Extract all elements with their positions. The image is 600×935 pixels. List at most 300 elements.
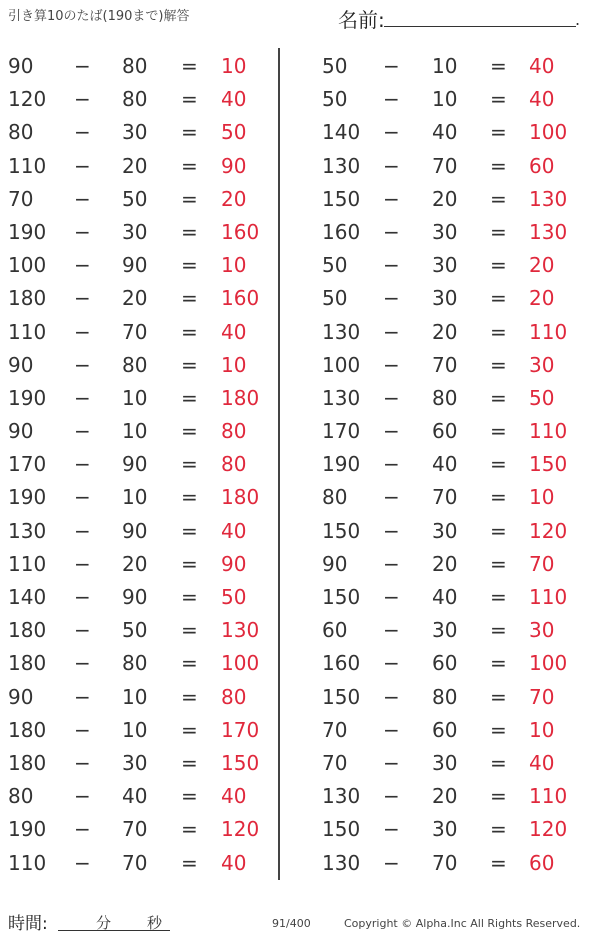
subtrahend: 70 bbox=[432, 153, 458, 178]
subtrahend: 90 bbox=[122, 518, 148, 543]
minus-sign: − bbox=[383, 253, 400, 278]
subtrahend: 30 bbox=[432, 817, 458, 842]
answer: 20 bbox=[221, 186, 247, 211]
problem-row bbox=[310, 314, 600, 347]
minuend: 130 bbox=[8, 518, 47, 543]
minus-sign: − bbox=[74, 219, 91, 244]
equals-sign: = bbox=[490, 120, 507, 145]
minuend: 190 bbox=[8, 385, 47, 410]
minus-sign: − bbox=[383, 419, 400, 444]
problem-row bbox=[0, 247, 290, 280]
name-label: 名前: bbox=[338, 8, 385, 32]
equals-sign: = bbox=[181, 419, 198, 444]
equals-sign: = bbox=[181, 253, 198, 278]
minuend: 70 bbox=[322, 717, 348, 742]
equals-sign: = bbox=[490, 817, 507, 842]
worksheet-title: 引き算10のたば(190まで)解答 bbox=[8, 9, 190, 24]
problem-row bbox=[0, 181, 290, 214]
minuend: 150 bbox=[322, 518, 361, 543]
page-number: 91/400 bbox=[272, 917, 311, 930]
problem-row bbox=[0, 81, 290, 114]
equals-sign: = bbox=[181, 618, 198, 643]
subtrahend: 90 bbox=[122, 452, 148, 477]
answer: 180 bbox=[221, 385, 260, 410]
answer: 90 bbox=[221, 551, 247, 576]
minus-sign: − bbox=[74, 352, 91, 377]
copyright: Copyright © Alpha.Inc All Rights Reserved. bbox=[344, 917, 581, 930]
problem-row bbox=[0, 712, 290, 745]
minus-sign: − bbox=[74, 717, 91, 742]
subtrahend: 80 bbox=[122, 352, 148, 377]
answer: 160 bbox=[221, 219, 260, 244]
answer: 60 bbox=[529, 850, 555, 875]
equals-sign: = bbox=[490, 286, 507, 311]
subtrahend: 10 bbox=[432, 54, 458, 78]
minuend: 90 bbox=[322, 551, 348, 576]
minus-sign: − bbox=[74, 286, 91, 311]
minuend: 60 bbox=[322, 618, 348, 643]
problem-row bbox=[310, 181, 600, 214]
answer: 40 bbox=[221, 850, 247, 875]
minuend: 190 bbox=[8, 817, 47, 842]
equals-sign: = bbox=[490, 618, 507, 643]
problem-row bbox=[0, 845, 290, 878]
minus-sign: − bbox=[383, 684, 400, 709]
minuend: 150 bbox=[322, 585, 361, 609]
equals-sign: = bbox=[490, 186, 507, 211]
minus-sign: − bbox=[383, 750, 400, 775]
minuend: 50 bbox=[322, 253, 348, 278]
problem-row bbox=[310, 479, 600, 512]
minutes-label: 分 bbox=[96, 914, 112, 932]
equals-sign: = bbox=[490, 54, 507, 78]
subtrahend: 80 bbox=[122, 651, 148, 676]
answer: 180 bbox=[221, 485, 260, 510]
problem-row bbox=[0, 280, 290, 313]
minuend: 80 bbox=[8, 120, 34, 145]
minus-sign: − bbox=[383, 120, 400, 145]
answer: 150 bbox=[221, 750, 260, 775]
problem-row bbox=[310, 579, 600, 612]
equals-sign: = bbox=[181, 485, 198, 510]
equals-sign: = bbox=[181, 286, 198, 311]
minuend: 110 bbox=[8, 850, 47, 875]
minuend: 90 bbox=[8, 419, 34, 444]
minuend: 150 bbox=[322, 186, 361, 211]
minus-sign: − bbox=[74, 651, 91, 676]
problem-row bbox=[310, 114, 600, 147]
subtrahend: 10 bbox=[432, 87, 458, 112]
minuend: 180 bbox=[8, 651, 47, 676]
subtrahend: 70 bbox=[122, 850, 148, 875]
subtrahend: 20 bbox=[122, 286, 148, 311]
equals-sign: = bbox=[490, 485, 507, 510]
subtrahend: 50 bbox=[122, 618, 148, 643]
subtrahend: 20 bbox=[122, 153, 148, 178]
problem-row bbox=[310, 81, 600, 114]
minus-sign: − bbox=[74, 120, 91, 145]
answer: 10 bbox=[221, 352, 247, 377]
subtrahend: 20 bbox=[432, 551, 458, 576]
answer: 130 bbox=[529, 186, 568, 211]
minuend: 50 bbox=[322, 54, 348, 78]
minuend: 80 bbox=[322, 485, 348, 510]
minuend: 180 bbox=[8, 717, 47, 742]
equals-sign: = bbox=[490, 551, 507, 576]
subtrahend: 90 bbox=[122, 585, 148, 609]
minus-sign: − bbox=[383, 551, 400, 576]
problem-row bbox=[0, 48, 290, 81]
problem-row bbox=[310, 214, 600, 247]
problem-row bbox=[310, 280, 600, 313]
answer: 110 bbox=[529, 419, 568, 444]
right-problem-column bbox=[310, 48, 600, 878]
equals-sign: = bbox=[490, 518, 507, 543]
minuend: 110 bbox=[8, 319, 47, 344]
minus-sign: − bbox=[74, 253, 91, 278]
subtrahend: 50 bbox=[122, 186, 148, 211]
minuend: 170 bbox=[322, 419, 361, 444]
problem-row bbox=[310, 513, 600, 546]
minuend: 110 bbox=[8, 551, 47, 576]
problem-row bbox=[310, 612, 600, 645]
answer: 50 bbox=[221, 585, 247, 609]
problem-row bbox=[310, 247, 600, 280]
minuend: 90 bbox=[8, 684, 34, 709]
subtrahend: 60 bbox=[432, 717, 458, 742]
problem-row bbox=[0, 479, 290, 512]
minus-sign: − bbox=[383, 518, 400, 543]
minus-sign: − bbox=[383, 618, 400, 643]
minus-sign: − bbox=[74, 452, 91, 477]
equals-sign: = bbox=[490, 585, 507, 609]
answer: 70 bbox=[529, 551, 555, 576]
answer: 40 bbox=[221, 319, 247, 344]
answer: 30 bbox=[529, 352, 555, 377]
equals-sign: = bbox=[181, 551, 198, 576]
minus-sign: − bbox=[383, 352, 400, 377]
equals-sign: = bbox=[181, 385, 198, 410]
equals-sign: = bbox=[181, 750, 198, 775]
problem-row bbox=[310, 148, 600, 181]
minus-sign: − bbox=[74, 850, 91, 875]
minuend: 70 bbox=[322, 750, 348, 775]
equals-sign: = bbox=[181, 87, 198, 112]
subtrahend: 40 bbox=[432, 120, 458, 145]
minuend: 170 bbox=[8, 452, 47, 477]
equals-sign: = bbox=[490, 385, 507, 410]
subtrahend: 70 bbox=[122, 319, 148, 344]
equals-sign: = bbox=[490, 850, 507, 875]
answer: 50 bbox=[529, 385, 555, 410]
minus-sign: − bbox=[74, 817, 91, 842]
minuend: 90 bbox=[8, 54, 34, 78]
name-end-dot: . bbox=[575, 10, 581, 29]
minuend: 50 bbox=[322, 87, 348, 112]
minuend: 180 bbox=[8, 618, 47, 643]
minus-sign: − bbox=[383, 153, 400, 178]
minus-sign: − bbox=[74, 784, 91, 809]
minuend: 180 bbox=[8, 750, 47, 775]
time-label: 時間: bbox=[8, 914, 48, 934]
subtrahend: 70 bbox=[432, 352, 458, 377]
subtrahend: 10 bbox=[122, 385, 148, 410]
subtrahend: 30 bbox=[432, 618, 458, 643]
minus-sign: − bbox=[383, 850, 400, 875]
subtrahend: 10 bbox=[122, 684, 148, 709]
answer: 40 bbox=[221, 784, 247, 809]
answer: 90 bbox=[221, 153, 247, 178]
problem-row bbox=[0, 413, 290, 446]
minuend: 70 bbox=[8, 186, 34, 211]
minus-sign: − bbox=[383, 784, 400, 809]
problem-row bbox=[0, 314, 290, 347]
answer: 50 bbox=[221, 120, 247, 145]
minuend: 140 bbox=[8, 585, 47, 609]
minus-sign: − bbox=[383, 87, 400, 112]
equals-sign: = bbox=[181, 850, 198, 875]
minuend: 100 bbox=[322, 352, 361, 377]
problem-row bbox=[310, 48, 600, 81]
answer: 130 bbox=[221, 618, 260, 643]
answer: 40 bbox=[529, 87, 555, 112]
subtrahend: 70 bbox=[432, 850, 458, 875]
subtrahend: 30 bbox=[432, 253, 458, 278]
minus-sign: − bbox=[74, 618, 91, 643]
minuend: 140 bbox=[322, 120, 361, 145]
equals-sign: = bbox=[490, 684, 507, 709]
problem-row bbox=[310, 413, 600, 446]
minus-sign: − bbox=[74, 87, 91, 112]
minuend: 110 bbox=[8, 153, 47, 178]
minus-sign: − bbox=[383, 452, 400, 477]
minus-sign: − bbox=[383, 186, 400, 211]
problem-row bbox=[0, 546, 290, 579]
subtrahend: 40 bbox=[432, 452, 458, 477]
minuend: 130 bbox=[322, 319, 361, 344]
minus-sign: − bbox=[74, 385, 91, 410]
subtrahend: 40 bbox=[432, 585, 458, 609]
problem-row bbox=[310, 778, 600, 811]
problem-row bbox=[0, 380, 290, 413]
equals-sign: = bbox=[490, 87, 507, 112]
answer: 80 bbox=[221, 452, 247, 477]
answer: 80 bbox=[221, 684, 247, 709]
equals-sign: = bbox=[181, 452, 198, 477]
minuend: 160 bbox=[322, 219, 361, 244]
equals-sign: = bbox=[181, 352, 198, 377]
minuend: 160 bbox=[322, 651, 361, 676]
seconds-label: 秒 bbox=[147, 914, 163, 932]
equals-sign: = bbox=[181, 186, 198, 211]
problem-row bbox=[0, 148, 290, 181]
problem-row bbox=[0, 347, 290, 380]
problem-row bbox=[310, 811, 600, 844]
equals-sign: = bbox=[490, 219, 507, 244]
subtrahend: 30 bbox=[432, 219, 458, 244]
subtrahend: 80 bbox=[432, 385, 458, 410]
minuend: 150 bbox=[322, 817, 361, 842]
minus-sign: − bbox=[383, 54, 400, 78]
equals-sign: = bbox=[181, 319, 198, 344]
minus-sign: − bbox=[383, 485, 400, 510]
minuend: 190 bbox=[8, 485, 47, 510]
problem-row bbox=[0, 214, 290, 247]
answer: 170 bbox=[221, 717, 260, 742]
minuend: 50 bbox=[322, 286, 348, 311]
subtrahend: 40 bbox=[122, 784, 148, 809]
minuend: 190 bbox=[322, 452, 361, 477]
subtrahend: 60 bbox=[432, 419, 458, 444]
equals-sign: = bbox=[490, 717, 507, 742]
minuend: 130 bbox=[322, 850, 361, 875]
subtrahend: 20 bbox=[432, 784, 458, 809]
problem-row bbox=[310, 347, 600, 380]
problem-row bbox=[310, 845, 600, 878]
answer: 110 bbox=[529, 784, 568, 809]
minus-sign: − bbox=[383, 717, 400, 742]
minus-sign: − bbox=[74, 684, 91, 709]
name-underline bbox=[384, 26, 576, 27]
minus-sign: − bbox=[383, 385, 400, 410]
equals-sign: = bbox=[490, 750, 507, 775]
subtrahend: 70 bbox=[122, 817, 148, 842]
equals-sign: = bbox=[490, 253, 507, 278]
minuend: 190 bbox=[8, 219, 47, 244]
minus-sign: − bbox=[74, 485, 91, 510]
minus-sign: − bbox=[383, 319, 400, 344]
equals-sign: = bbox=[490, 153, 507, 178]
answer: 30 bbox=[529, 618, 555, 643]
subtrahend: 20 bbox=[122, 551, 148, 576]
subtrahend: 30 bbox=[432, 750, 458, 775]
left-problem-column bbox=[0, 48, 290, 878]
subtrahend: 90 bbox=[122, 253, 148, 278]
minus-sign: − bbox=[74, 518, 91, 543]
equals-sign: = bbox=[490, 352, 507, 377]
answer: 10 bbox=[529, 717, 555, 742]
problem-row bbox=[0, 513, 290, 546]
minus-sign: − bbox=[74, 153, 91, 178]
answer: 20 bbox=[529, 253, 555, 278]
minuend: 130 bbox=[322, 784, 361, 809]
equals-sign: = bbox=[181, 518, 198, 543]
subtrahend: 80 bbox=[122, 54, 148, 78]
subtrahend: 30 bbox=[122, 120, 148, 145]
problem-row bbox=[310, 645, 600, 678]
minuend: 90 bbox=[8, 352, 34, 377]
answer: 160 bbox=[221, 286, 260, 311]
answer: 100 bbox=[529, 651, 568, 676]
equals-sign: = bbox=[181, 817, 198, 842]
answer: 120 bbox=[529, 817, 568, 842]
problem-row bbox=[0, 579, 290, 612]
subtrahend: 30 bbox=[122, 750, 148, 775]
problem-row bbox=[0, 811, 290, 844]
subtrahend: 20 bbox=[432, 319, 458, 344]
minuend: 130 bbox=[322, 153, 361, 178]
answer: 130 bbox=[529, 219, 568, 244]
equals-sign: = bbox=[490, 452, 507, 477]
answer: 100 bbox=[529, 120, 568, 145]
answer: 40 bbox=[529, 750, 555, 775]
minuend: 120 bbox=[8, 87, 47, 112]
minuend: 100 bbox=[8, 253, 47, 278]
answer: 40 bbox=[221, 87, 247, 112]
minus-sign: − bbox=[383, 585, 400, 609]
answer: 40 bbox=[529, 54, 555, 78]
equals-sign: = bbox=[181, 717, 198, 742]
equals-sign: = bbox=[181, 120, 198, 145]
subtrahend: 10 bbox=[122, 419, 148, 444]
problem-row bbox=[310, 446, 600, 479]
answer: 150 bbox=[529, 452, 568, 477]
equals-sign: = bbox=[490, 319, 507, 344]
problem-row bbox=[0, 612, 290, 645]
answer: 60 bbox=[529, 153, 555, 178]
minus-sign: − bbox=[383, 817, 400, 842]
equals-sign: = bbox=[181, 651, 198, 676]
subtrahend: 30 bbox=[122, 219, 148, 244]
problem-row bbox=[0, 778, 290, 811]
equals-sign: = bbox=[490, 784, 507, 809]
subtrahend: 80 bbox=[432, 684, 458, 709]
problem-row bbox=[310, 679, 600, 712]
subtrahend: 70 bbox=[432, 485, 458, 510]
subtrahend: 10 bbox=[122, 485, 148, 510]
equals-sign: = bbox=[181, 219, 198, 244]
equals-sign: = bbox=[490, 419, 507, 444]
answer: 110 bbox=[529, 319, 568, 344]
minus-sign: − bbox=[383, 286, 400, 311]
equals-sign: = bbox=[490, 651, 507, 676]
subtrahend: 60 bbox=[432, 651, 458, 676]
problem-row bbox=[310, 712, 600, 745]
answer: 10 bbox=[221, 253, 247, 278]
problem-row bbox=[0, 679, 290, 712]
minuend: 80 bbox=[8, 784, 34, 809]
equals-sign: = bbox=[181, 54, 198, 78]
minus-sign: − bbox=[383, 651, 400, 676]
problem-row bbox=[0, 745, 290, 778]
minus-sign: − bbox=[74, 186, 91, 211]
problem-row bbox=[0, 645, 290, 678]
minus-sign: − bbox=[74, 750, 91, 775]
equals-sign: = bbox=[181, 684, 198, 709]
subtrahend: 30 bbox=[432, 518, 458, 543]
minus-sign: − bbox=[74, 551, 91, 576]
equals-sign: = bbox=[181, 784, 198, 809]
problem-row bbox=[0, 114, 290, 147]
minus-sign: − bbox=[74, 419, 91, 444]
subtrahend: 80 bbox=[122, 87, 148, 112]
minuend: 150 bbox=[322, 684, 361, 709]
answer: 80 bbox=[221, 419, 247, 444]
minus-sign: − bbox=[74, 585, 91, 609]
answer: 40 bbox=[221, 518, 247, 543]
minus-sign: − bbox=[74, 54, 91, 78]
subtrahend: 30 bbox=[432, 286, 458, 311]
minuend: 130 bbox=[322, 385, 361, 410]
answer: 120 bbox=[529, 518, 568, 543]
equals-sign: = bbox=[181, 585, 198, 609]
answer: 100 bbox=[221, 651, 260, 676]
equals-sign: = bbox=[181, 153, 198, 178]
minus-sign: − bbox=[383, 219, 400, 244]
minuend: 180 bbox=[8, 286, 47, 311]
problem-row bbox=[310, 546, 600, 579]
answer: 10 bbox=[529, 485, 555, 510]
